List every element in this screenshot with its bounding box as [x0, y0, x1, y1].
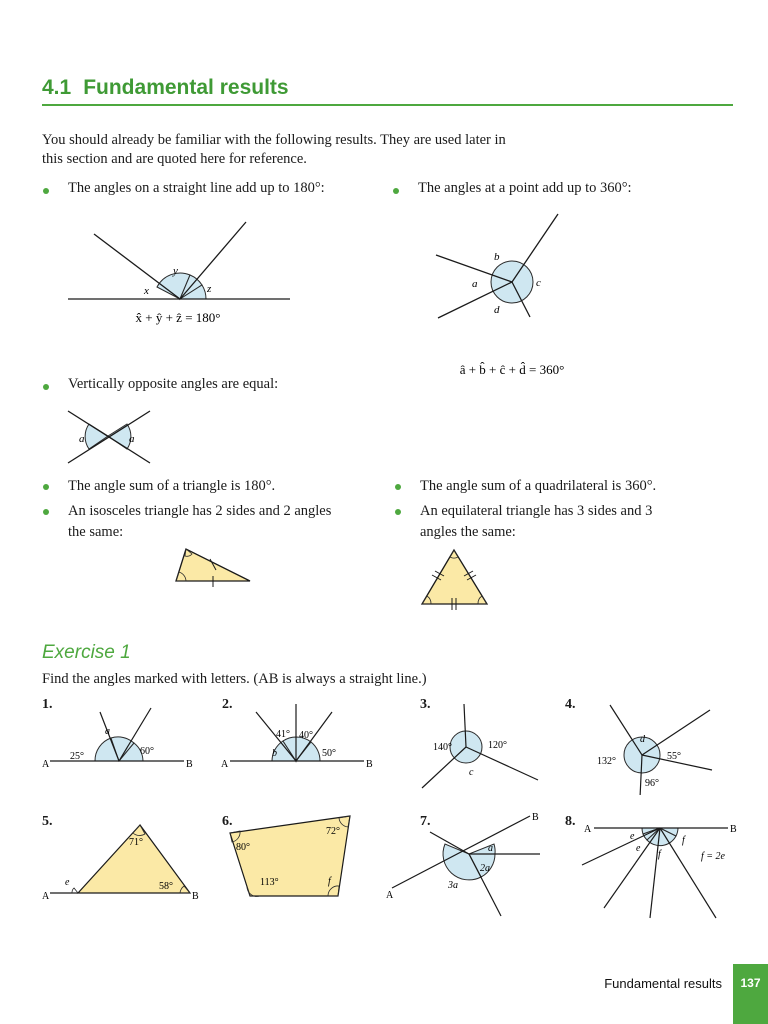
q4-angle-132: 132° — [597, 756, 616, 767]
q1-label-A: A — [42, 759, 50, 770]
straight-line-diagram — [60, 218, 300, 333]
q6-angle-113: 113° — [260, 877, 279, 888]
q8-label-f2: f — [658, 849, 661, 860]
isosceles-triangle-diagram — [170, 545, 260, 590]
label-a-left: a — [79, 433, 85, 445]
bullet-angles-at-point: The angles at a point add up to 360°: — [418, 180, 632, 196]
q5-label-B: B — [192, 891, 199, 902]
section-heading — [42, 76, 289, 100]
q8-label-A: A — [584, 824, 592, 835]
q5-label-A: A — [42, 891, 50, 902]
exercise-title: Exercise 1 — [42, 642, 131, 663]
label-a-right: a — [129, 433, 135, 445]
bullet-isosceles-cont: the same: — [68, 524, 124, 540]
q8-relation: f = 2e — [701, 851, 725, 862]
question-6-number: 6. — [222, 814, 233, 829]
q7-label-2a: 2a — [480, 863, 490, 874]
q2-angle-40: 40° — [299, 730, 313, 741]
bullet-dot — [395, 484, 401, 490]
label-z: z — [207, 283, 212, 295]
q5-label-e: e — [65, 877, 70, 888]
bullet-equilateral: An equilateral triangle has 3 sides and 3 — [420, 503, 653, 519]
question-6-diagram — [218, 808, 368, 903]
q8-label-B: B — [730, 824, 737, 835]
q2-label-B: B — [366, 759, 373, 770]
vertically-opposite-diagram — [60, 405, 160, 470]
page-number: 137 — [740, 976, 761, 990]
question-2-number: 2. — [222, 697, 233, 712]
equation-180: x̂ + ŷ + ẑ = 180° — [135, 310, 221, 325]
bullet-dot — [395, 509, 401, 515]
q5-angle-71: 71° — [129, 837, 143, 848]
q2-angle-50: 50° — [322, 748, 336, 759]
bullet-dot — [43, 484, 49, 490]
question-4-number: 4. — [565, 697, 576, 712]
bullet-dot — [43, 188, 49, 194]
equation-360: â + b̂ + ĉ + d̂ = 360° — [459, 362, 565, 377]
bullet-isosceles: An isosceles triangle has 2 sides and 2 angles — [68, 503, 332, 519]
q7-label-B: B — [532, 812, 539, 823]
question-8-diagram — [578, 815, 748, 920]
angles-at-point-diagram — [430, 210, 600, 385]
q3-label-c: c — [469, 767, 474, 778]
q8-label-e1: e — [630, 831, 635, 842]
q5-angle-58: 58° — [159, 881, 173, 892]
intro-paragraph: You should already be familiar with the following results. They are used later in this section and are quoted here for reference. — [42, 132, 506, 167]
q8-label-f1: f — [682, 835, 685, 846]
page-number-tab — [733, 964, 768, 1024]
label-x: x — [144, 285, 149, 297]
q1-angle-60: 60° — [140, 746, 154, 757]
question-1-number: 1. — [42, 697, 53, 712]
q7-label-a: a — [488, 843, 493, 854]
label-b: b — [494, 251, 500, 263]
question-3-diagram — [418, 700, 558, 790]
q3-angle-140: 140° — [433, 742, 452, 753]
bullet-equilateral-cont: angles the same: — [420, 524, 516, 540]
bullet-dot — [43, 509, 49, 515]
question-7-number: 7. — [420, 814, 431, 829]
question-1-diagram — [38, 700, 198, 775]
label-a: a — [472, 278, 478, 290]
question-5-number: 5. — [42, 814, 53, 829]
equilateral-triangle-diagram — [415, 545, 495, 615]
question-3-number: 3. — [420, 697, 431, 712]
q3-angle-120: 120° — [488, 740, 507, 751]
q6-label-f: f — [328, 876, 331, 887]
q2-label-A: A — [221, 759, 229, 770]
section-title: Fundamental results — [83, 76, 289, 99]
question-4-diagram — [590, 700, 730, 795]
q1-label-B: B — [186, 759, 193, 770]
exercise-instruction: Find the angles marked with letters. (AB is always a straight line.) — [42, 671, 427, 687]
q4-angle-96: 96° — [645, 778, 659, 789]
question-8-number: 8. — [565, 814, 576, 829]
q2-angle-41: 41° — [276, 729, 290, 740]
footer-section-name: Fundamental results — [604, 976, 722, 991]
heading-rule — [42, 104, 733, 106]
bullet-vertically-opposite: Vertically opposite angles are equal: — [68, 376, 279, 392]
bullet-triangle-sum: The angle sum of a triangle is 180°. — [68, 478, 276, 494]
label-d: d — [494, 304, 500, 316]
bullet-quad-sum: The angle sum of a quadrilateral is 360°. — [420, 478, 657, 494]
question-2-diagram — [218, 700, 378, 775]
question-5-diagram — [38, 815, 203, 905]
q4-angle-55: 55° — [667, 751, 681, 762]
label-y: y — [173, 265, 178, 277]
q7-label-3a: 3a — [448, 880, 458, 891]
q1-angle-25: 25° — [70, 751, 84, 762]
question-7-diagram — [380, 808, 555, 918]
q4-label-d: d — [640, 734, 645, 745]
q1-label-a: a — [105, 726, 110, 737]
section-number: 4.1 — [42, 76, 72, 99]
label-c: c — [536, 277, 541, 289]
q8-label-e2: e — [636, 843, 641, 854]
q6-angle-72: 72° — [326, 826, 340, 837]
q6-angle-80: 80° — [236, 842, 250, 853]
bullet-dot — [393, 188, 399, 194]
q7-label-A: A — [386, 890, 394, 901]
bullet-straight-line: The angles on a straight line add up to 180°: — [68, 180, 325, 196]
q2-label-b: b — [272, 748, 277, 759]
bullet-dot — [43, 384, 49, 390]
